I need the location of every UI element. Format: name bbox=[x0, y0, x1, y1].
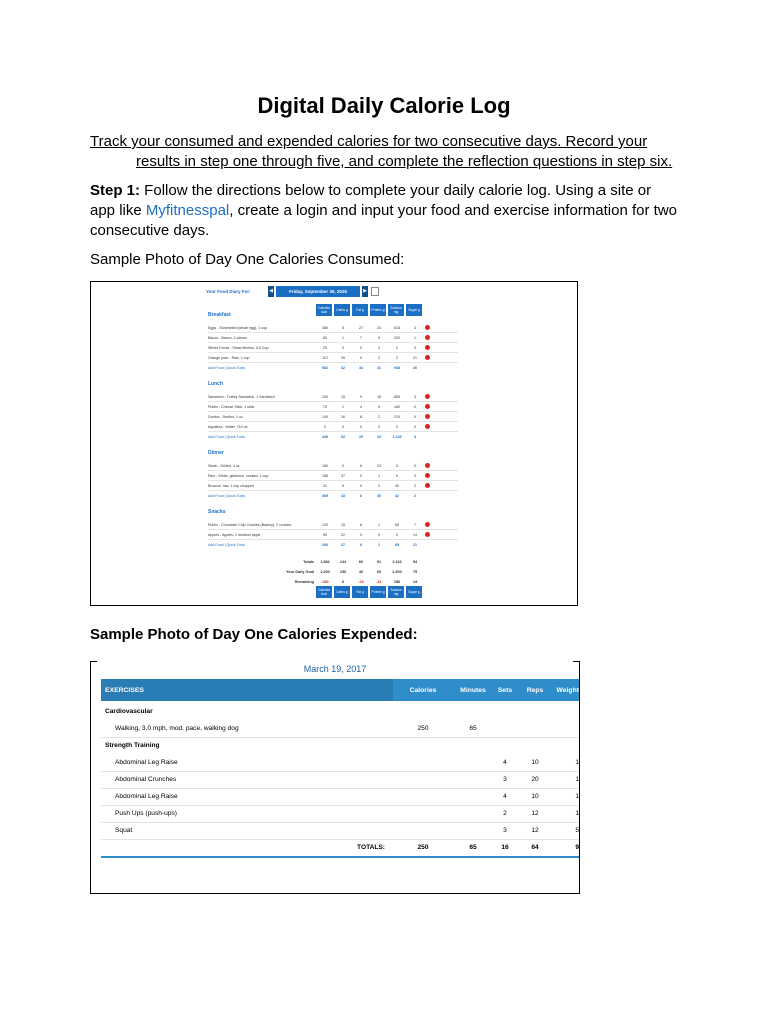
exercise-value: 1 bbox=[575, 776, 579, 783]
quick-tools-link[interactable]: Quick Tools bbox=[226, 365, 246, 370]
prev-day-icon[interactable]: ◀ bbox=[268, 286, 274, 297]
quick-tools-link[interactable]: Quick Tools bbox=[226, 493, 246, 498]
food-value: 0 bbox=[360, 424, 362, 429]
food-value: 0 bbox=[414, 345, 416, 350]
food-row bbox=[208, 333, 458, 343]
meal-total-value: 582 bbox=[322, 365, 328, 370]
food-value: 6 bbox=[342, 483, 344, 488]
food-value: 22 bbox=[341, 532, 345, 537]
exercise-row bbox=[101, 788, 579, 806]
food-value: 0 bbox=[342, 345, 344, 350]
food-value: 80 bbox=[323, 335, 327, 340]
food-name: Rice - White, glutinous, cooked, 1 cup bbox=[208, 473, 269, 478]
exercise-total-value: 16 bbox=[501, 844, 509, 851]
food-value: 16 bbox=[341, 414, 345, 419]
exercise-name: Walking, 3.0 mph, mod. pace, walking dog bbox=[115, 725, 239, 732]
add-food-link[interactable]: Add Food bbox=[208, 493, 224, 498]
delete-icon[interactable] bbox=[425, 325, 430, 330]
meal-total-value: 32 bbox=[341, 434, 345, 439]
nutrient-header: Calories kcal bbox=[317, 306, 331, 314]
food-row bbox=[208, 481, 458, 491]
separator: | bbox=[223, 434, 227, 439]
exercise-name: Squat bbox=[115, 827, 133, 834]
exercise-value: 10 bbox=[531, 793, 539, 800]
meal-total-value: 43 bbox=[341, 493, 345, 498]
exercise-date: March 19, 2017 bbox=[303, 664, 367, 674]
food-value: 365 bbox=[322, 325, 328, 330]
food-value: 7 bbox=[360, 335, 362, 340]
food-value: 0 bbox=[360, 483, 362, 488]
meal-totals-row bbox=[208, 363, 458, 372]
food-value: 24 bbox=[377, 325, 381, 330]
food-value: 6 bbox=[360, 522, 362, 527]
summary-value: 1,582 bbox=[320, 559, 330, 564]
food-value: 16 bbox=[377, 394, 381, 399]
exercise-value: 20 bbox=[531, 776, 539, 783]
exercise-row bbox=[101, 771, 579, 789]
nutrient-header: Sugar g bbox=[406, 586, 422, 598]
food-diary-date: Friday, September 30, 2016 bbox=[276, 286, 360, 297]
exercise-total-value: 65 bbox=[469, 844, 477, 851]
food-value: 230 bbox=[322, 394, 328, 399]
summary-label: Your Daily Goal bbox=[286, 569, 314, 574]
food-row bbox=[208, 520, 458, 530]
food-row bbox=[208, 461, 458, 471]
quick-tools-link[interactable]: Quick Tools bbox=[226, 542, 246, 547]
food-name: Apples - Apples, 1 medium apple bbox=[208, 532, 261, 537]
nutrient-header: Protein g bbox=[370, 586, 386, 598]
food-value: 6 bbox=[360, 463, 362, 468]
meal-actions bbox=[208, 494, 316, 498]
exercise-row bbox=[101, 720, 579, 738]
meal-actions bbox=[208, 366, 316, 370]
food-value: 0 bbox=[414, 414, 416, 419]
food-diary-header bbox=[206, 284, 445, 298]
summary-value: 91 bbox=[376, 559, 382, 564]
summary-value: 66 bbox=[358, 559, 364, 564]
nutrient-header: Sodium mg bbox=[388, 586, 404, 598]
intro-line-1: Track your consumed and expended calories for two consecutive days. Record your bbox=[90, 133, 648, 150]
delete-icon[interactable] bbox=[425, 522, 430, 527]
food-value: 3 bbox=[396, 532, 398, 537]
exercise-value: 10 bbox=[531, 759, 539, 766]
meal-total-value: 1 bbox=[378, 542, 380, 547]
exercise-row bbox=[101, 754, 579, 772]
step-1-text-b: , create a login and input your food and exercise information for two consecutive days. bbox=[90, 202, 678, 239]
delete-icon[interactable] bbox=[425, 424, 430, 429]
nutrient-header: Sugar g bbox=[406, 304, 422, 316]
food-value: 2 bbox=[396, 355, 398, 360]
category-name: Strength Training bbox=[105, 742, 160, 749]
meal-total-value: 32 bbox=[341, 365, 345, 370]
delete-icon[interactable] bbox=[425, 394, 430, 399]
meal-total-value: 6 bbox=[360, 542, 362, 547]
weight-header: Weight bbox=[556, 686, 579, 694]
meal-total-value: 35 bbox=[377, 493, 381, 498]
food-value: 65 bbox=[395, 522, 399, 527]
meal-title: Dinner bbox=[208, 450, 224, 456]
meal-totals-row bbox=[208, 491, 458, 500]
food-value: 23 bbox=[377, 463, 381, 468]
step-1-paragraph bbox=[90, 181, 680, 241]
food-value: 30 bbox=[395, 483, 399, 488]
meal-actions bbox=[208, 435, 316, 439]
food-row bbox=[208, 323, 458, 333]
food-row bbox=[208, 530, 458, 540]
food-value: 210 bbox=[394, 414, 400, 419]
exercise-value: 2 bbox=[503, 810, 507, 817]
meal-total-value: 369 bbox=[322, 493, 328, 498]
summary-value: -382 bbox=[321, 579, 329, 584]
step-1-text-a: Follow the directions below to complete your daily calorie log. Using a site or app like bbox=[90, 182, 652, 219]
food-value: 0 bbox=[378, 424, 380, 429]
summary-value: 156 bbox=[393, 579, 401, 584]
food-value: 112 bbox=[322, 355, 328, 360]
exercise-value: 1 bbox=[575, 793, 579, 800]
food-name: Aquafina - Water, 710 ml bbox=[208, 424, 248, 429]
nutrient-footer-row bbox=[316, 586, 424, 598]
food-value: 3 bbox=[378, 483, 380, 488]
exercise-totals-row bbox=[101, 839, 579, 858]
delete-icon[interactable] bbox=[425, 473, 430, 478]
food-value: 5 bbox=[378, 404, 380, 409]
caption-calories-consumed: Sample Photo of Day One Calories Consumed: bbox=[90, 251, 405, 268]
food-diary-label: Your Food Diary For: bbox=[206, 288, 251, 294]
meal-totals-row bbox=[208, 432, 458, 441]
summary-value: -26 bbox=[358, 579, 364, 584]
food-value: 7 bbox=[414, 522, 416, 527]
exercise-value: 12 bbox=[531, 827, 539, 834]
food-name: Steak - Grilled, 4 oz bbox=[208, 463, 240, 468]
nutrient-header: Fat g bbox=[352, 586, 368, 598]
food-value: 26 bbox=[341, 355, 345, 360]
food-value: 0 bbox=[360, 473, 362, 478]
food-value: 2 bbox=[378, 355, 380, 360]
food-value: 1 bbox=[342, 404, 344, 409]
add-food-link[interactable]: Add Food bbox=[208, 365, 224, 370]
exercise-category bbox=[101, 737, 579, 754]
meal-total-value: 445 bbox=[322, 434, 328, 439]
meal-total-value: 6 bbox=[360, 493, 362, 498]
calories-header: Calories bbox=[409, 686, 437, 694]
delete-icon[interactable] bbox=[425, 335, 430, 340]
food-value: 0 bbox=[360, 345, 362, 350]
nutrient-header: Carbs g bbox=[334, 586, 350, 598]
exercise-value: 1 bbox=[575, 759, 579, 766]
exercise-screenshot bbox=[90, 661, 580, 894]
food-value: 0 bbox=[324, 424, 326, 429]
food-value: 0 bbox=[414, 424, 416, 429]
food-value: 320 bbox=[394, 335, 400, 340]
food-value: 0 bbox=[342, 424, 344, 429]
food-value: 168 bbox=[322, 473, 328, 478]
meal-total-value: 37 bbox=[341, 542, 345, 547]
food-row bbox=[208, 392, 458, 402]
food-diary bbox=[206, 284, 445, 596]
food-name: Orange juice - Raw, 1 cup bbox=[208, 355, 250, 360]
exercise-value: 250 bbox=[417, 725, 429, 732]
summary-value: -31 bbox=[376, 579, 382, 584]
page-title: Digital Daily Calorie Log bbox=[257, 93, 511, 118]
food-value: 1 bbox=[378, 473, 380, 478]
food-diary-screenshot bbox=[90, 281, 578, 606]
food-value: 0 bbox=[414, 463, 416, 468]
food-value: 1 bbox=[342, 335, 344, 340]
exercise-value: 1 bbox=[575, 810, 579, 817]
separator: | bbox=[223, 542, 227, 547]
summary-value: 150 bbox=[339, 569, 347, 574]
food-value: 120 bbox=[322, 522, 328, 527]
summary-value: 40 bbox=[358, 569, 364, 574]
meal-total-value: 3 bbox=[414, 434, 416, 439]
summary-label: Remaining bbox=[294, 579, 314, 584]
add-food-link[interactable]: Add Food bbox=[208, 434, 224, 439]
exercise-value: 4 bbox=[503, 793, 507, 800]
food-name: Broccoli, raw, 1 cup chopped bbox=[208, 483, 254, 488]
food-value: 4 bbox=[360, 404, 362, 409]
food-value: 37 bbox=[341, 473, 345, 478]
food-value: 15 bbox=[341, 394, 345, 399]
food-value: 0 bbox=[378, 532, 380, 537]
summary-value: 2,300 bbox=[392, 569, 402, 574]
food-value: 4 bbox=[414, 325, 416, 330]
caption-calories-expended: Sample Photo of Day One Calories Expended: bbox=[90, 626, 418, 643]
intro-paragraph bbox=[90, 132, 690, 172]
food-value: 3 bbox=[414, 394, 416, 399]
step-1-label: Step 1: bbox=[90, 182, 141, 199]
exercise-row bbox=[101, 822, 579, 840]
food-value: 3 bbox=[396, 463, 398, 468]
food-value: 140 bbox=[322, 414, 328, 419]
summary-value: 1,200 bbox=[320, 569, 330, 574]
minutes-header: Minutes bbox=[460, 686, 486, 694]
exercise-name: Abdominal Crunches bbox=[115, 776, 177, 783]
food-name: Sandwich - Turkey Sandwich, 1 Sandwich bbox=[208, 394, 275, 399]
food-row bbox=[208, 422, 458, 432]
food-value: 5 bbox=[342, 325, 344, 330]
exercise-value: 65 bbox=[469, 725, 477, 732]
food-value: 180 bbox=[394, 404, 400, 409]
meal-total-value: 2 bbox=[414, 493, 416, 498]
food-value: 1 bbox=[378, 522, 380, 527]
food-value: 95 bbox=[323, 532, 327, 537]
separator: | bbox=[223, 365, 227, 370]
food-value: 75 bbox=[323, 404, 327, 409]
food-value: 0 bbox=[396, 424, 398, 429]
category-name: Cardiovascular bbox=[105, 708, 153, 715]
summary-row bbox=[208, 577, 458, 586]
summary-value: 144 bbox=[339, 559, 347, 564]
meal-total-value: 31 bbox=[377, 365, 381, 370]
meal-total-value: 206 bbox=[322, 542, 328, 547]
summary-value: 60 bbox=[376, 569, 382, 574]
exercise-row bbox=[101, 805, 579, 823]
separator: | bbox=[223, 493, 227, 498]
exercise-header-row bbox=[101, 679, 579, 701]
nutrient-header: Carbs g bbox=[334, 304, 350, 316]
intro-line-2: results in step one through five, and complete the reflection questions in step six. bbox=[136, 153, 673, 170]
totals-label: TOTALS: bbox=[357, 844, 385, 851]
nutrient-header: Calories kcal bbox=[317, 588, 331, 596]
meal-total-value: 20 bbox=[359, 434, 363, 439]
exercise-value: 3 bbox=[503, 776, 507, 783]
food-value: 1 bbox=[414, 335, 416, 340]
exercise-value: 12 bbox=[531, 810, 539, 817]
exercises-header: EXERCISES bbox=[101, 679, 393, 701]
food-row bbox=[208, 353, 458, 363]
food-name: Whole Foods - Straw Berries, 0.5 Cup bbox=[208, 345, 269, 350]
delete-icon[interactable] bbox=[425, 404, 430, 409]
exercise-total-value: 64 bbox=[531, 844, 539, 851]
food-value: 8 bbox=[360, 414, 362, 419]
summary-value: 2,116 bbox=[392, 559, 402, 564]
summary-row bbox=[208, 557, 458, 566]
food-value: 5 bbox=[378, 335, 380, 340]
delete-icon[interactable] bbox=[425, 483, 430, 488]
food-value: 0 bbox=[378, 345, 380, 350]
exercise-category bbox=[101, 703, 579, 720]
food-value: 9 bbox=[396, 473, 398, 478]
quick-tools-link[interactable]: Quick Tools bbox=[226, 434, 246, 439]
meal-total-value: 34 bbox=[359, 365, 363, 370]
meal-total-value: 21 bbox=[413, 542, 417, 547]
meal-title: Lunch bbox=[208, 381, 223, 387]
add-food-link[interactable]: Add Food bbox=[208, 542, 224, 547]
exercise-total-value: 9 bbox=[575, 844, 579, 851]
food-value: 0 bbox=[360, 532, 362, 537]
meal-total-value: 65 bbox=[395, 542, 399, 547]
myfitnesspal-link[interactable]: Myfitnesspal bbox=[145, 202, 230, 219]
meal-total-value: 23 bbox=[377, 434, 381, 439]
food-value: 160 bbox=[322, 463, 328, 468]
food-value: 2 bbox=[378, 414, 380, 419]
summary-row bbox=[208, 567, 458, 576]
exercise-total-value: 250 bbox=[417, 844, 429, 851]
exercise-name: Abdominal Leg Raise bbox=[115, 759, 178, 766]
meal-total-value: 1,145 bbox=[392, 434, 402, 439]
delete-icon[interactable] bbox=[425, 532, 430, 537]
food-value: 31 bbox=[323, 483, 327, 488]
meal-title: Snacks bbox=[208, 509, 226, 515]
food-row bbox=[208, 471, 458, 481]
food-value: 0 bbox=[414, 404, 416, 409]
delete-icon[interactable] bbox=[425, 463, 430, 468]
food-value: 9 bbox=[360, 394, 362, 399]
nutrient-header-row bbox=[316, 304, 424, 316]
food-name: Publix - Cheese Stick, 1 stick bbox=[208, 404, 255, 409]
meal-totals-row bbox=[208, 540, 458, 549]
delete-icon[interactable] bbox=[425, 345, 430, 350]
food-value: 0 bbox=[414, 473, 416, 478]
food-value: 21 bbox=[413, 355, 417, 360]
nutrient-header: Fat g bbox=[352, 304, 368, 316]
calendar-icon[interactable] bbox=[371, 287, 379, 296]
food-value: 0 bbox=[360, 355, 362, 360]
sets-header: Sets bbox=[497, 686, 513, 694]
exercise-value: 3 bbox=[503, 827, 507, 834]
summary-value: 6 bbox=[341, 579, 345, 584]
food-name: Bacon - Bacon, 2 pieces bbox=[208, 335, 247, 340]
food-name: Eggs - Scrambled (whole egg), 1 cup bbox=[208, 325, 268, 330]
nutrient-header: Sodium mg bbox=[388, 304, 404, 316]
food-value: 855 bbox=[394, 394, 400, 399]
food-value: 0 bbox=[342, 463, 344, 468]
food-value: 27 bbox=[359, 325, 363, 330]
exercise-name: Abdominal Leg Raise bbox=[115, 793, 178, 800]
meal-total-value: 938 bbox=[394, 365, 400, 370]
food-row bbox=[208, 343, 458, 353]
exercise-value: 4 bbox=[503, 759, 507, 766]
food-value: 616 bbox=[394, 325, 400, 330]
summary-value: 54 bbox=[412, 559, 418, 564]
meal-actions bbox=[208, 543, 316, 547]
food-value: 25 bbox=[323, 345, 327, 350]
exercise-value: 5 bbox=[575, 827, 579, 834]
delete-icon[interactable] bbox=[425, 355, 430, 360]
delete-icon[interactable] bbox=[425, 414, 430, 419]
food-name: Doritos - Doritos, 1 oz bbox=[208, 414, 243, 419]
reps-header: Reps bbox=[526, 686, 544, 694]
food-row bbox=[208, 412, 458, 422]
food-row bbox=[208, 402, 458, 412]
meal-title: Breakfast bbox=[208, 312, 231, 318]
next-day-icon[interactable]: ▶ bbox=[362, 286, 368, 297]
food-value: 2 bbox=[414, 483, 416, 488]
meal-total-value: 26 bbox=[413, 365, 417, 370]
food-value: 0 bbox=[396, 345, 398, 350]
summary-value: 79 bbox=[412, 569, 418, 574]
summary-label: Totals bbox=[303, 559, 314, 564]
food-value: 14 bbox=[413, 532, 417, 537]
summary-value: 14 bbox=[412, 579, 418, 584]
food-name: Publix - Chocolate Chip Cookies (Bakery), 2 cookies bbox=[208, 522, 292, 527]
food-value: 15 bbox=[341, 522, 345, 527]
nutrient-header: Protein g bbox=[370, 304, 386, 316]
meal-total-value: 42 bbox=[395, 493, 399, 498]
exercise-name: Push Ups (push-ups) bbox=[115, 810, 177, 817]
